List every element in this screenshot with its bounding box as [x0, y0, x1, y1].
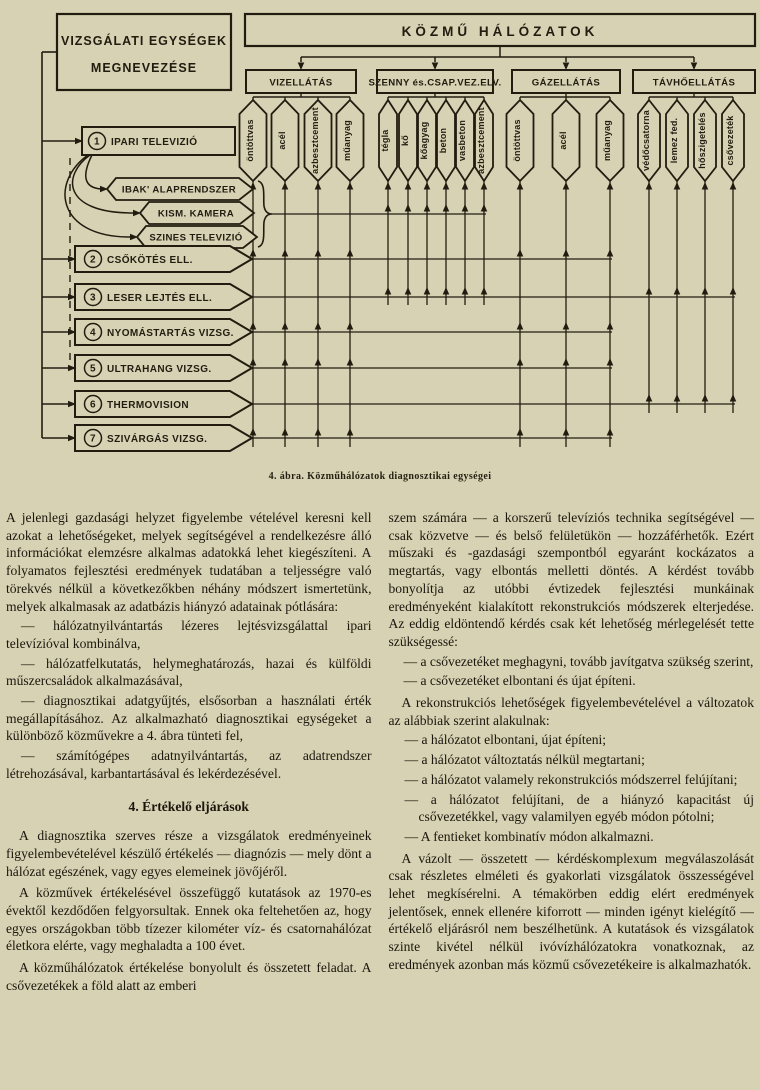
material-label: azbesztcement: [310, 107, 320, 174]
arrow-up-icon: [702, 182, 709, 190]
arrow-up-icon: [347, 358, 354, 366]
arrow-up-icon: [405, 204, 412, 212]
paragraph: szem számára — a korszerű televíziós technika segítségével — csak közvetve — és belső felületükön — hozzáférhetők. Ezért műszaki és -gazdasági szempontból egyaránt kockázatos a megtartás, vagy elbontás melletti döntés. A kérdést tovább bonyolítja az utóbbi évtizedek fejlesztési munkáinak eredményeként kialakított rekonstrukciós módszerek elterjedése. Az eddig eldöntendő kérdés csak két lehetőség mérlegelését tette szükségessé:: [388, 510, 754, 649]
paragraph: — hálózatfelkutatás, helymeghatározás, hazai és külföldi műszercsaládok alkalmazásával,: [6, 655, 372, 689]
arrow-up-icon: [646, 287, 653, 295]
paragraph: — diagnosztikai adatgyűjtés, elsősorban a használati érték megállapításához. Az alkalmazható diagnosztikai egységeket a különböző közművekre a 4. ábra tünteti fel,: [6, 693, 372, 744]
paragraph: — hálózatnyilvántartás lézeres lejtésvizsgálattal ipari televízióval kombinálva,: [6, 618, 372, 651]
arrow-up-icon: [282, 428, 289, 436]
arrow-up-icon: [315, 182, 322, 190]
arrow-up-icon: [347, 428, 354, 436]
paragraph: — számítógépes adatnyilvántartás, az adatrendszer létrehozásával, karbantartásával és lekérdezésével.: [6, 748, 372, 781]
paragraph: — a hálózatot felújítani, de a hiányzó kapacitást új csővezetékkel, vagy valamilyen egyéb módon pótolni;: [404, 791, 754, 825]
arrow-up-icon: [607, 322, 614, 330]
arrow-up-icon: [347, 182, 354, 190]
arrow-up-icon: [424, 287, 431, 295]
arrow-up-icon: [481, 182, 488, 190]
tv-sub-arc: [86, 155, 101, 189]
arrow-up-icon: [607, 358, 614, 366]
column-left: [6, 509, 372, 995]
material-label: acél: [558, 131, 568, 150]
paragraph: A rekonstrukciós lehetőségek figyelembevételével a változatok az alábbiak szerint alakulnak:: [388, 695, 754, 728]
arrow-up-icon: [250, 358, 257, 366]
network-group-label: GÁZELLÁTÁS: [531, 77, 601, 89]
material-label: vasbeton: [457, 119, 467, 162]
arrow-up-icon: [282, 358, 289, 366]
arrow-up-icon: [517, 322, 524, 330]
arrow-up-icon: [443, 182, 450, 190]
material-label: műanyag: [342, 120, 352, 161]
arrow-up-icon: [607, 428, 614, 436]
arrow-up-icon: [385, 204, 392, 212]
arrow-up-icon: [702, 287, 709, 295]
material-label: csővezeték: [725, 115, 735, 166]
unit-label: CSŐKÖTÉS ELL.: [107, 255, 193, 266]
sub-unit-label: SZINES TELEVIZIÓ: [149, 232, 243, 244]
left-header-line2: MEGNEVEZÉSE: [90, 61, 198, 75]
material-label: öntöttvas: [245, 119, 255, 162]
arrow-up-icon: [481, 287, 488, 295]
paragraph: A jelenlegi gazdasági helyzet figyelembe vételével keresni kell azokat a lehetőségeket, melyek segítségével a rendelkezésre álló információkat elemzésre alkalmas adatokká lehet kiegészíteni. A folyamatos fejlesztési eredmények tudatában a teljességre való törekvés nélkül a következőkben néhány módszert ismertetünk, melyek alkalmasak az adatbázis hiányzó adatainak pótlására:: [6, 510, 372, 614]
paragraph: A közművek értékelésével összefüggő kutatások az 1970-es évektől kezdődően felgyorsultak. Ennek oka feltehetően az, hogy egyes országokban több tízezer kilométer víz- és csatornahálózat életkora elérte, vagy meghaladta a 100 évet.: [6, 885, 372, 954]
arrow-up-icon: [646, 182, 653, 190]
unit-number: 3: [90, 292, 96, 304]
unit-label: NYOMÁSTARTÁS VIZSG.: [107, 328, 234, 339]
figure-caption: 4. ábra. Közműhálózatok diagnosztikai egységei: [268, 471, 492, 482]
network-group-label: TÁVHŐELLÁTÁS: [652, 77, 736, 89]
paragraph: A vázolt — összetett — kérdéskomplexum megválaszolását csak részletes elméleti és gyakorlati vizsgálatok összességével lehet megkísérelni. A témakörben eddig elért eredmények jelentősek, ennek ellenére kiforrott — minden igényt kielégítő — értékelő eljárásról nem beszélhetünk. A kutatások és vizsgálatok szinte kivétel nélkül ivóvízhálózatokra vonatkoznak, az eredmények azonban más közmű csővezetékeire is alkalmazhatók.: [388, 850, 754, 972]
arrow-up-icon: [250, 428, 257, 436]
paragraph: — a hálózatot változtatás nélkül megtartani;: [404, 752, 645, 768]
material-label: beton: [438, 127, 448, 154]
arrow-up-icon: [250, 249, 257, 257]
unit-number: 2: [90, 254, 96, 266]
left-header-line1: VIZSGÁLATI EGYSÉGEK: [60, 34, 228, 48]
material-label: kőagyag: [419, 121, 429, 160]
arrow-down-icon: [432, 63, 439, 71]
paragraph: — a hálózatot elbontani, újat építeni;: [404, 732, 607, 748]
arrow-up-icon: [702, 394, 709, 402]
arrow-up-icon: [315, 249, 322, 257]
arrow-up-icon: [674, 287, 681, 295]
paragraph: — A fentieket kombinatív módon alkalmazni.: [404, 828, 654, 844]
arrow-up-icon: [674, 182, 681, 190]
arrow-up-icon: [563, 249, 570, 257]
article-body: [0, 509, 760, 995]
unit-label: LESER LEJTÉS ELL.: [107, 293, 213, 304]
brace-icon: [258, 181, 272, 247]
figure-diagram: [0, 0, 760, 465]
unit-label: ULTRAHANG VIZSG.: [107, 364, 212, 375]
material-label: hőszigetelés: [697, 112, 707, 169]
material-label: műanyag: [602, 120, 612, 161]
arrow-up-icon: [607, 249, 614, 257]
unit-label: SZIVÁRGÁS VIZSG.: [107, 434, 208, 445]
network-group-label: SZENNY és.CSAP.VEZ.ELV.: [368, 77, 502, 89]
arrow-up-icon: [315, 428, 322, 436]
arrow-down-icon: [691, 63, 698, 71]
arrow-up-icon: [563, 322, 570, 330]
section-heading: 4. Értékelő eljárások: [128, 798, 249, 814]
arrow-up-icon: [517, 428, 524, 436]
arrow-up-icon: [462, 287, 469, 295]
paragraph: A diagnosztika szerves része a vizsgálatok eredményeinek figyelembevételével készülő értékelés — diagnózis — mely dönt a hálózat egészének, vagy egyes elemeinek jövőjéről.: [6, 828, 372, 879]
network-group-label: VIZELLÁTÁS: [269, 77, 333, 89]
paragraph: — a hálózatot valamely rekonstrukciós módszerrel felújítani;: [404, 771, 738, 787]
arrow-up-icon: [563, 182, 570, 190]
arrow-up-icon: [730, 182, 737, 190]
arrow-up-icon: [517, 249, 524, 257]
arrow-up-icon: [250, 322, 257, 330]
arrow-down-icon: [563, 63, 570, 71]
arrow-up-icon: [443, 287, 450, 295]
column-right: [389, 509, 755, 995]
top-header-label: KÖZMŰ HÁLÓZATOK: [401, 24, 599, 39]
arrow-up-icon: [282, 322, 289, 330]
arrow-down-icon: [298, 63, 305, 71]
arrow-up-icon: [347, 249, 354, 257]
unit-number: 7: [90, 433, 96, 445]
material-label: lemez fed.: [669, 117, 679, 164]
arrow-up-icon: [462, 204, 469, 212]
arrow-up-icon: [646, 394, 653, 402]
material-label: öntöttvas: [512, 119, 522, 162]
material-label: kő: [400, 135, 410, 146]
arrow-up-icon: [481, 204, 488, 212]
arrow-up-icon: [347, 322, 354, 330]
unit-label: THERMOVISION: [107, 400, 190, 411]
arrow-up-icon: [730, 394, 737, 402]
paragraph: — a csővezetéket meghagyni, tovább javítgatva szükség szerint,: [403, 653, 754, 669]
arrow-up-icon: [282, 182, 289, 190]
arrow-up-icon: [443, 204, 450, 212]
sub-unit-label: KISM. KAMERA: [157, 208, 235, 220]
material-label: védőcsatorna: [641, 110, 651, 171]
arrow-up-icon: [674, 394, 681, 402]
material-label: azbesztcement: [476, 107, 486, 174]
arrow-up-icon: [424, 182, 431, 190]
arrow-up-icon: [607, 182, 614, 190]
arrow-up-icon: [424, 204, 431, 212]
arrow-up-icon: [563, 358, 570, 366]
arrow-up-icon: [385, 287, 392, 295]
arrow-up-icon: [315, 322, 322, 330]
unit-number: 6: [90, 399, 96, 411]
sub-unit-label: IBAK' ALAPRENDSZER: [121, 184, 237, 196]
material-label: acél: [277, 131, 287, 150]
arrow-up-icon: [385, 182, 392, 190]
unit-number: 4: [90, 327, 96, 339]
paragraph: — a csővezetéket elbontani és újat építeni.: [403, 673, 636, 689]
arrow-up-icon: [563, 428, 570, 436]
arrow-up-icon: [405, 182, 412, 190]
arrow-up-icon: [462, 182, 469, 190]
unit-number: 1: [94, 136, 100, 148]
unit-label: IPARI TELEVIZIÓ: [111, 137, 198, 148]
arrow-up-icon: [405, 287, 412, 295]
arrow-up-icon: [730, 287, 737, 295]
arrow-up-icon: [315, 358, 322, 366]
material-label: tégla: [380, 129, 390, 152]
arrow-up-icon: [282, 249, 289, 257]
left-header-box: [57, 14, 231, 90]
arrow-up-icon: [517, 358, 524, 366]
unit-number: 5: [90, 363, 96, 375]
arrow-up-icon: [517, 182, 524, 190]
paragraph: A közműhálózatok értékelése bonyolult és összetett feladat. A csővezetékek a föld alatt az emberi: [6, 960, 372, 993]
